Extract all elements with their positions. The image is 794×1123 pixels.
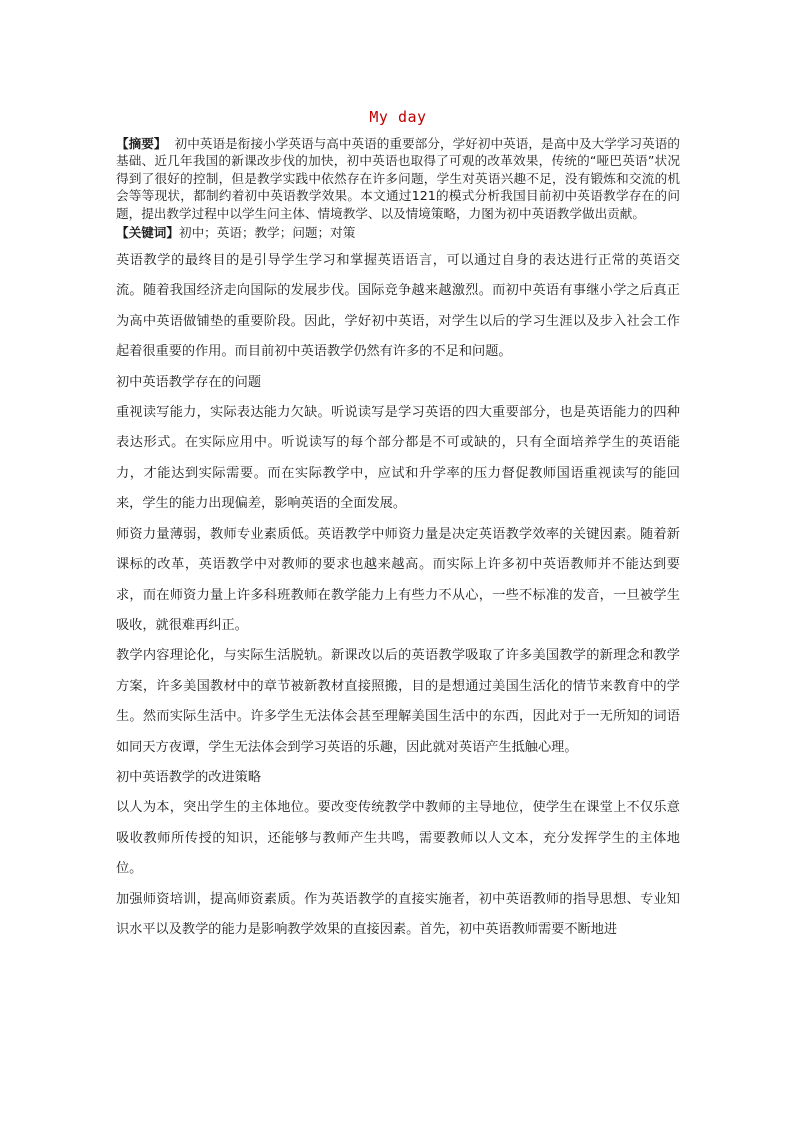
abstract	[116, 135, 680, 222]
paragraph-problem-1: 重视读写能力，实际表达能力欠缺。听说读写是学习英语的四大重要部分，也是英语能力的四种表达形式。在实际应用中。听说读写的每个部分都是不可或缺的，只有全面培养学生的英语能力，才能达到实际需要。而在实际教学中，应试和升学率的压力督促教师国语重视读写的能回来，学生的能力出现偏差，影响英语的全面发展。	[116, 405, 680, 512]
keywords-text: 初中；英语；教学；问题；对策	[178, 225, 356, 241]
paragraph-strategy-1: 以人为本，突出学生的主体地位。要改变传统教学中教师的主导地位，使学生在课堂上不仅乐意吸收教师所传授的知识，还能够与教师产生共鸣，需要教师以人文本，充分发挥学生的主体地位。	[116, 800, 680, 877]
abstract-text: 初中英语是衔接小学英语与高中英语的重要部分，学好初中英语，是高中及大学学习英语的基础、近几年我国的新课改步伐的加快，初中英语也取得了可观的改革效果，传统的“哑巴英语”状况得到了很好的控制，但是教学实践中依然存在许多问题，学生对英语兴趣不足，没有锻炼和交流的机会等等现状，都制约着初中英语教学效果。本文通过121的模式分析我国目前初中英语教学存在的问题，提出教学过程中以学生问主体、情境教学、以及情境策略，力图为初中英语教学做出贡献。	[116, 136, 680, 221]
paragraph-problem-3: 教学内容理论化，与实际生活脱轨。新课改以后的英语教学吸取了许多美国教学的新理念和教学方案，许多美国教材中的章节被新教材直接照搬，目的是想通过美国生活化的情节来教育中的学生。然而实际生活中。许多学生无法体会甚至理解美国生活中的东西，因此对于一无所知的词语如同天方夜谭，学生无法体会到学习英语的乐趣，因此就对英语产生抵触心理。	[116, 648, 680, 755]
section-heading-strategies: 初中英语教学的改进策略	[116, 769, 262, 785]
paragraph-intro: 英语教学的最终目的是引导学生学习和掌握英语语言，可以通过自身的表达进行正常的英语交流。随着我国经济走向国际的发展步伐。国际竞争越来越激烈。而初中英语有事继小学之后真正为高中英语做铺垫的重要阶段。因此，学好初中英语，对学生以后的学习生涯以及步入社会工作起着很重要的作用。而目前初中英语教学仍然有许多的不足和问题。	[116, 253, 680, 360]
paragraph-strategy-2: 加强师资培训，提高师资素质。作为英语教学的直接实施者，初中英语教师的指导思想、专业知识水平以及教学的能力是影响教学效果的直接因素。首先，初中英语教师需要不断地进	[116, 891, 680, 937]
document-body	[116, 108, 680, 945]
section-heading-problems: 初中英语教学存在的问题	[116, 374, 262, 390]
paragraph-problem-2: 师资力量薄弱，教师专业素质低。英语教学中师资力量是决定英语教学效率的关键因素。随着新课标的改革，英语教学中对教师的要求也越来越高。而实际上许多初中英语教师并不能达到要求，而在师资力量上许多科班教师在教学能力上有些力不从心，一些不标准的发音，一旦被学生吸收，就很难再纠正。	[116, 526, 680, 633]
keywords	[116, 222, 680, 243]
abstract-label: 【摘要】	[116, 136, 167, 151]
document-title: My day	[369, 108, 427, 126]
keywords-label: 【关键词】	[116, 225, 179, 241]
